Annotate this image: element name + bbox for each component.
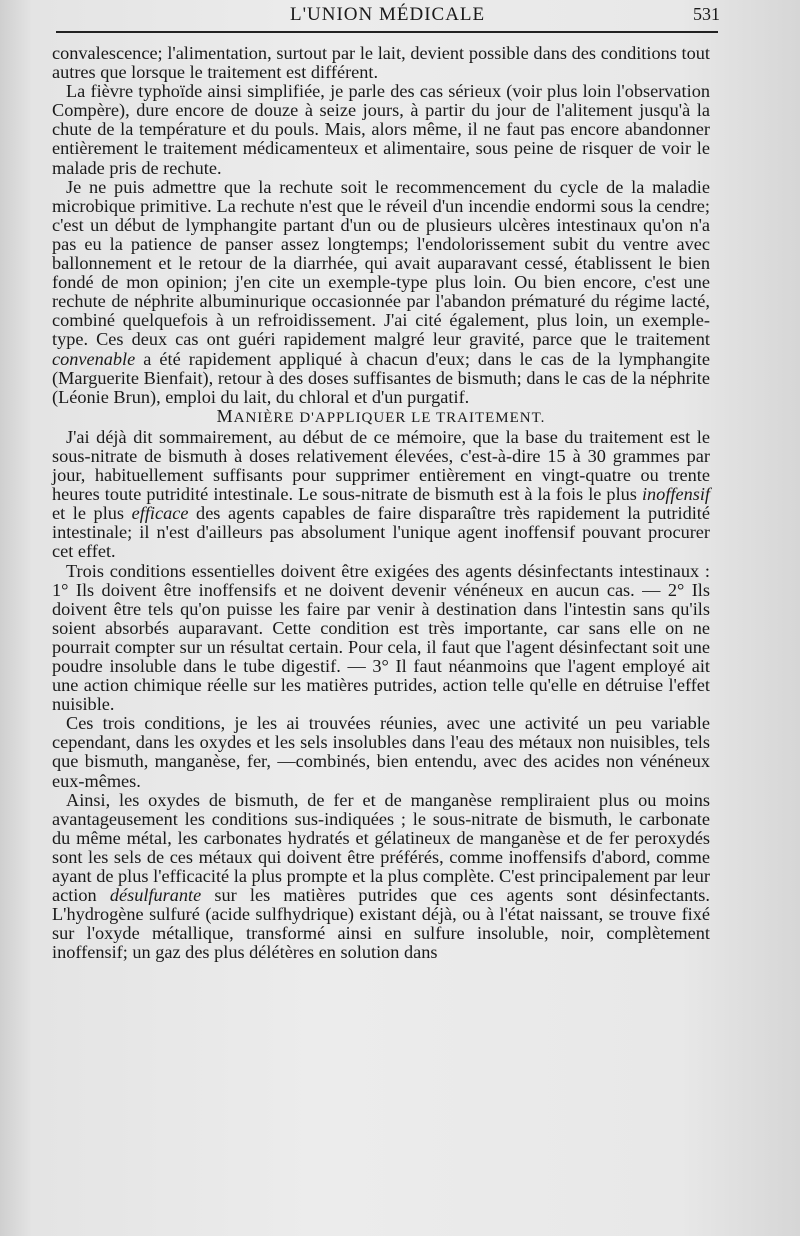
- paragraph-7: [52, 791, 710, 963]
- paragraph-3-text-a: Je ne puis admettre que la rechute soit le recommencement du cycle de la maladie microbique primitive. La rechute n'est que le réveil d'un incendie endormi sous la cendre; c'est un début de lymphangite partant d'un ou de plusieurs ulcères intestinaux qu'on n'a pas eu la patience de panser assez longtemps; l'endolorissement subit du ventre avec ballonnement et le retour de la diarrhée, qui avait auparavant cessé, établissent le bien fondé de mon opinion; j'en cite un exemple-type plus loin. Ou bien encore, c'est une rechute de néphrite albuminurique occasionnée par l'abandon prématuré du régime lacté, combiné quelquefois à un refroidissement. J'ai cité également, plus loin, un exemple-type. Ces deux cas ont guéri rapidement malgré leur gravité, parce que le traitement: [52, 176, 710, 350]
- paragraph-6: Ces trois conditions, je les ai trouvées réunies, avec une activité un peu variable cependant, dans les oxydes et les sels insolubles dans l'eau des métaux non nuisibles, tels que bismuth, manganèse, fer, —combinés, bien entendu, avec des acides non vénéneux eux-mêmes.: [52, 713, 710, 791]
- paragraph-1: convalescence; l'alimentation, surtout par le lait, devient possible dans des conditions tout autres que lorsque le traitement est différent.: [52, 43, 710, 83]
- paragraph-3-italic: convenable: [52, 348, 136, 369]
- paragraph-4-text-b: et le plus: [52, 503, 132, 524]
- header-rule: [56, 31, 718, 33]
- paragraph-4: [52, 428, 710, 562]
- section-heading-rest: ANIÈRE D'APPLIQUER LE TRAITEMENT.: [233, 409, 546, 426]
- paragraph-4-italic-2: efficace: [131, 503, 189, 524]
- paragraph-7-italic: désulfurante: [109, 885, 202, 906]
- page-number: 531: [693, 4, 720, 24]
- paragraph-2: La fièvre typhoïde ainsi simplifiée, je parle des cas sérieux (voir plus loin l'observation Compère), dure encore de douze à seize jours, à partir du jour de l'alitement jusqu'à la chute de la température et du pouls. Mais, alors même, il ne faut pas encore abandonner entièrement le traitement médicamenteux et alimentaire, sous peine de risquer de voir le malade pris de rechute.: [52, 81, 710, 178]
- paragraph-4-text-c: des agents capables de faire disparaître très rapidement la putridité intestinale; il n'est d'ailleurs pas absolument l'unique agent inoffensif pouvant procurer cet effet.: [52, 503, 710, 562]
- paragraph-5: Trois conditions essentielles doivent être exigées des agents désinfectants intestinaux : 1° Ils doivent être inoffensifs et ne doivent devenir vénéneux en aucun cas. — 2° Ils doivent être tels qu'on puisse les faire par venir à destination dans l'intestin sans qu'ils soient absorbés auparavant. Cette condition est très importante, car sans elle on ne pourrait compter sur un résultat certain. Pour cela, il faut que l'agent désinfectant soit une poudre insoluble dans le tube digestif. — 3° Il faut néanmoins que l'agent employé ait une action chimique réelle sur les matières putrides, action telle qu'elle en détruise l'effet nuisible.: [52, 560, 710, 715]
- paragraph-4-italic-1: inoffensif: [641, 484, 710, 505]
- paragraph-7-text-b: sur les matières putrides que ces agents sont désinfectants. L'hydrogène sulfuré (acide sulfhydrique) existant déjà, ou à l'état naissant, se trouve fixé sur l'oxyde métallique, transformé ainsi en sulfure insoluble, noir, complètement inoffensif; un gaz des plus délétères en solution dans: [52, 885, 710, 963]
- paragraph-3: [52, 178, 710, 407]
- paragraph-3-text-b: a été rapidement appliqué à chacun d'eux; dans le cas de la lymphangite (Marguerite Bienfait), retour à des doses suffisantes de bismuth; dans le cas de la néphrite (Léonie Brun), emploi du lait, du chloral et d'un purgatif.: [52, 348, 710, 407]
- journal-title: L'UNION MÉDICALE: [290, 4, 486, 25]
- body-text: [52, 44, 710, 963]
- paragraph-4-text-a: J'ai déjà dit sommairement, au début de ce mémoire, que la base du traitement est le sous-nitrate de bismuth à doses relativement élevées, c'est-à-dire 15 à 30 grammes par jour, habituellement suffisants pour supprimer entièrement en vingt-quatre ou trente heures toute putridité intestinale. Le sous-nitrate de bismuth est à la fois le plus: [52, 426, 710, 505]
- running-header: [40, 4, 720, 30]
- section-heading-cap: M: [216, 405, 234, 426]
- paragraph-7-text-a: Ainsi, les oxydes de bismuth, de fer et de manganèse rempliraient plus ou moins avantageusement les conditions sus-indiquées ; le sous-nitrate de bismuth, le carbonate du même métal, les carbonates hydratés et gélatineux de manganèse et de fer peroxydés sont les sels de ces métaux qui doivent être préférés, comme inoffensifs d'abord, comme ayant de plus l'efficacité la plus prompte et la plus complète. C'est principalement par leur action: [52, 789, 710, 906]
- section-heading: [52, 407, 710, 428]
